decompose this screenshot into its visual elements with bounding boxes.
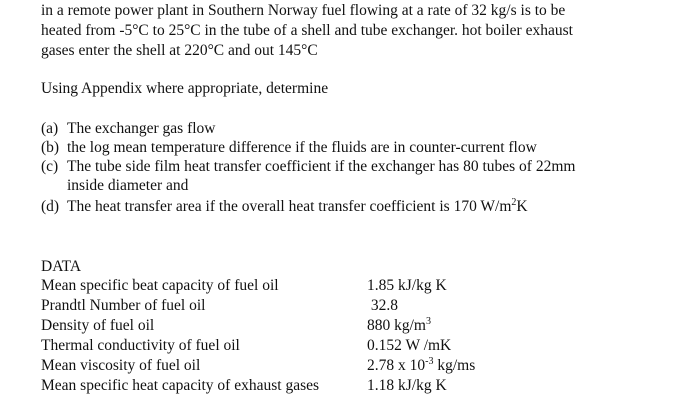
question-b-text: the log mean temperature difference if the fluids are in counter-current flow (67, 139, 537, 156)
intro-line-3: gases enter the shell at 220°C and out 145°C (41, 42, 318, 59)
data-row-value: 32.8 (367, 297, 398, 314)
question-c-marker: (c) (41, 158, 59, 175)
data-row-label: Density of fuel oil (41, 317, 155, 334)
question-c-text: The tube side film heat transfer coefficient if the exchanger has 80 tubes of 22mm (67, 158, 576, 175)
data-row-label: Prandtl Number of fuel oil (41, 297, 206, 314)
question-a-marker: (a) (41, 120, 59, 137)
question-a-text: The exchanger gas flow (67, 120, 216, 137)
question-d-text: The heat transfer area if the overall heat transfer coefficient is 170 W/m (67, 198, 512, 215)
question-d-marker: (d) (41, 198, 60, 215)
data-row-superscript: -3 (425, 356, 434, 367)
data-row (41, 337, 661, 355)
question-a (41, 120, 215, 138)
data-row-value: 0.152 W /mK (367, 337, 452, 354)
data-row-value: 2.78 x 10 (367, 357, 426, 374)
data-row-value: 1.85 kJ/kg K (367, 277, 447, 294)
question-b (41, 139, 537, 157)
question-d-superscript: 2 (511, 197, 517, 208)
question-c-continuation: inside diameter and (67, 177, 189, 194)
data-heading: DATA (41, 258, 82, 275)
data-row-value: 1.18 kJ/kg K (367, 377, 447, 394)
instruction-text: Using Appendix where appropriate, determine (41, 80, 329, 97)
data-row (41, 317, 661, 335)
question-b-marker: (b) (41, 139, 60, 156)
question-d (41, 198, 528, 216)
intro-line-2: heated from -5°C to 25°C in the tube of a shell and tube exchanger. hot boiler exhaust (41, 22, 573, 39)
data-row-value-group (367, 357, 475, 375)
data-row (41, 357, 661, 375)
data-row (41, 297, 661, 315)
data-row-value: 880 kg/m (367, 317, 426, 334)
data-row-tail: kg/ms (433, 357, 476, 374)
question-c (41, 158, 575, 176)
data-row-label: Mean viscosity of fuel oil (41, 357, 201, 374)
intro-line-1: in a remote power plant in Southern Norway fuel flowing at a rate of 32 kg/s is to be (41, 2, 566, 19)
data-row-label: Thermal conductivity of fuel oil (41, 337, 240, 354)
data-row-label: Mean specific beat capacity of fuel oil (41, 277, 279, 294)
data-row (41, 377, 661, 395)
question-d-tail: K (516, 198, 528, 215)
data-row-superscript: 3 (426, 316, 431, 327)
data-row (41, 277, 661, 295)
data-row-value-group (367, 317, 431, 335)
data-row-label: Mean specific heat capacity of exhaust gases (41, 377, 320, 394)
